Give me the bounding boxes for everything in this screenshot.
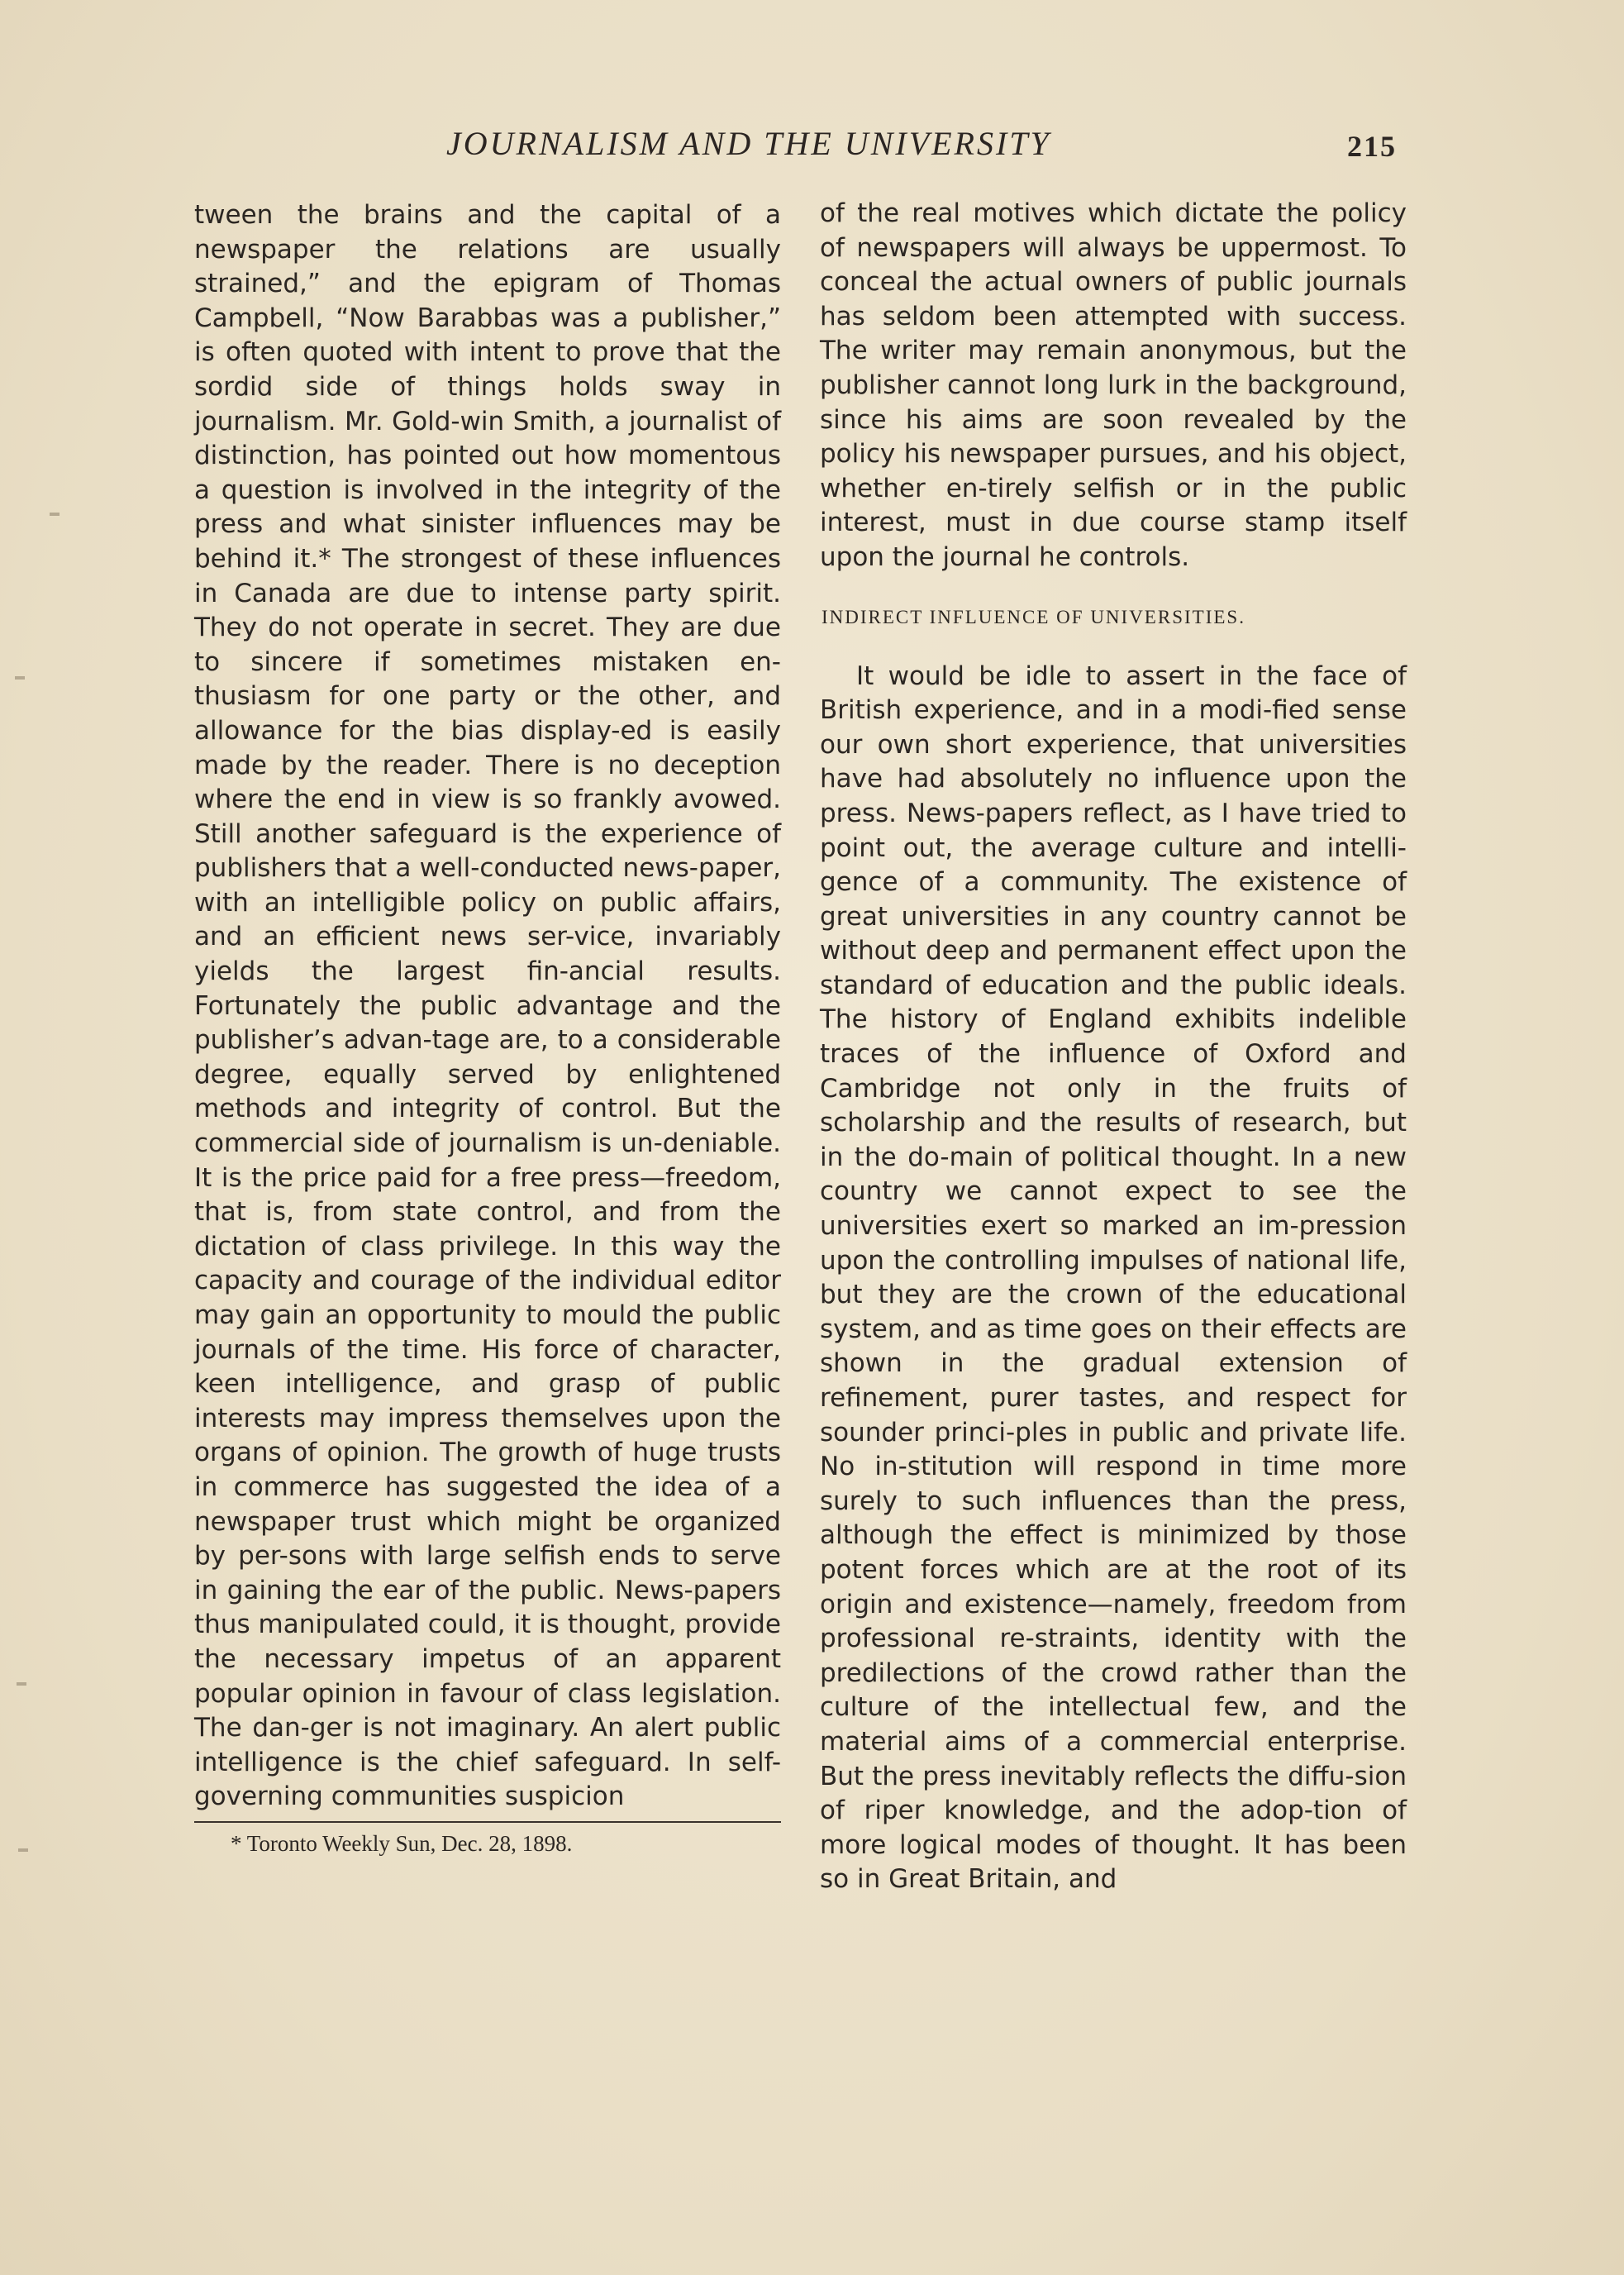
right-column bbox=[820, 197, 1407, 1897]
page-number: 215 bbox=[1347, 130, 1397, 163]
left-column bbox=[194, 198, 781, 1857]
footnote: * Toronto Weekly Sun, Dec. 28, 1898. bbox=[231, 1830, 573, 1856]
right-column-paragraph-2: It would be idle to assert in the face of British experience, and in a modi-fied sense our own short experience, that universities have had absolutely no influence upon the press. News-papers reflect, as I have tried to point out, the average culture and intelli-gence of a community. The existence of great universities in any country cannot be without deep and permanent effect upon the standard of education and the public ideals. The history of England exhibits indelible traces of the influence of Oxford and Cambridge not only in the fruits of scholarship and the results of research, but in the do-main of political thought. In a new country we cannot expect to see the universities exert so marked an im-pression upon the controlling impulses of national life, but they are the crown of the educational system, and as time goes on their effects are shown in the gradual extension of refinement, purer tastes, and respect for sounder princi-ples in public and private life. No in-stitution will respond in time more surely to such influences than the press, although the effect is minimized by those potent forces which are at the root of its origin and existence—namely, freedom from professional re-straints, identity with the predilections of the crowd rather than the culture of the intellectual few, and the material aims of a commercial enterprise. But the press inevitably reflects the diffu-sion of riper knowledge, and the adop-tion of more logical modes of thought. It has been so in Great Britain, and bbox=[820, 661, 1407, 1895]
margin-mark bbox=[18, 1848, 28, 1852]
running-title: JOURNALISM AND THE UNIVERSITY bbox=[446, 125, 1051, 162]
margin-mark bbox=[50, 513, 60, 516]
margin-mark bbox=[17, 1682, 26, 1686]
section-heading: INDIRECT INFLUENCE OF UNIVERSITIES. bbox=[822, 606, 1245, 627]
left-column-paragraph: tween the brains and the capital of a newspaper the relations are usually strained,” and the epigram of Thomas Campbell, “Now Barabbas was a publisher,” is often quoted with intent to prove that the sordid side of things holds sway in journalism. Mr. Gold-win Smith, a journalist of distinction, has pointed out how momentous a question is involved in the integrity of the press and what sinister influences may be behind it.* The strongest of these influences in Canada are due to intense party spirit. They do not operate in secret. They are due to sincere if sometimes mistaken en-thusiasm for one party or the other, and allowance for the bias display-ed is easily made by the reader. There is no deception where the end in view is so frankly avowed. Still another safeguard is the experience of publishers that a well-conducted news-paper, with an intelligible policy on public affairs, and an efficient news ser-vice, invariably yields the largest fin-ancial results. Fortunately the public advantage and the publisher’s advan-tage are, to a considerable degree, equally served by enlightened methods and integrity of control. But the commercial side of journalism is un-deniable. It is the price paid for a free press—freedom, that is, from state control, and from the dictation of class privilege. In this way the capacity and courage of the individual editor may gain an opportunity to mould the public journals of the time. His force of character, keen intelligence, and grasp of public interests may impress themselves upon the organs of opinion. The growth of huge trusts in commerce has suggested the idea of a newspaper trust which might be organized by per-sons with large selfish ends to serve in gaining the ear of the public. News-papers thus manipulated could, it is thought, provide the necessary impetus of an apparent popular opinion in favour of class legislation. The dan-ger is not imaginary. An alert public intelligence is the chief safeguard. In self-governing communities suspicion bbox=[194, 200, 781, 1812]
footnote-rule bbox=[194, 1821, 781, 1823]
margin-mark bbox=[15, 676, 25, 680]
right-column-paragraph-1: of the real motives which dictate the policy of newspapers will always be uppermost. To conceal the actual owners of public journals has seldom been attempted with success. The writer may remain anonymous, but the publisher cannot long lurk in the background, since his aims are soon revealed by the policy his newspaper pursues, and his object, whether en-tirely selfish or in the public interest, must in due course stamp itself upon the journal he controls. bbox=[820, 198, 1407, 572]
